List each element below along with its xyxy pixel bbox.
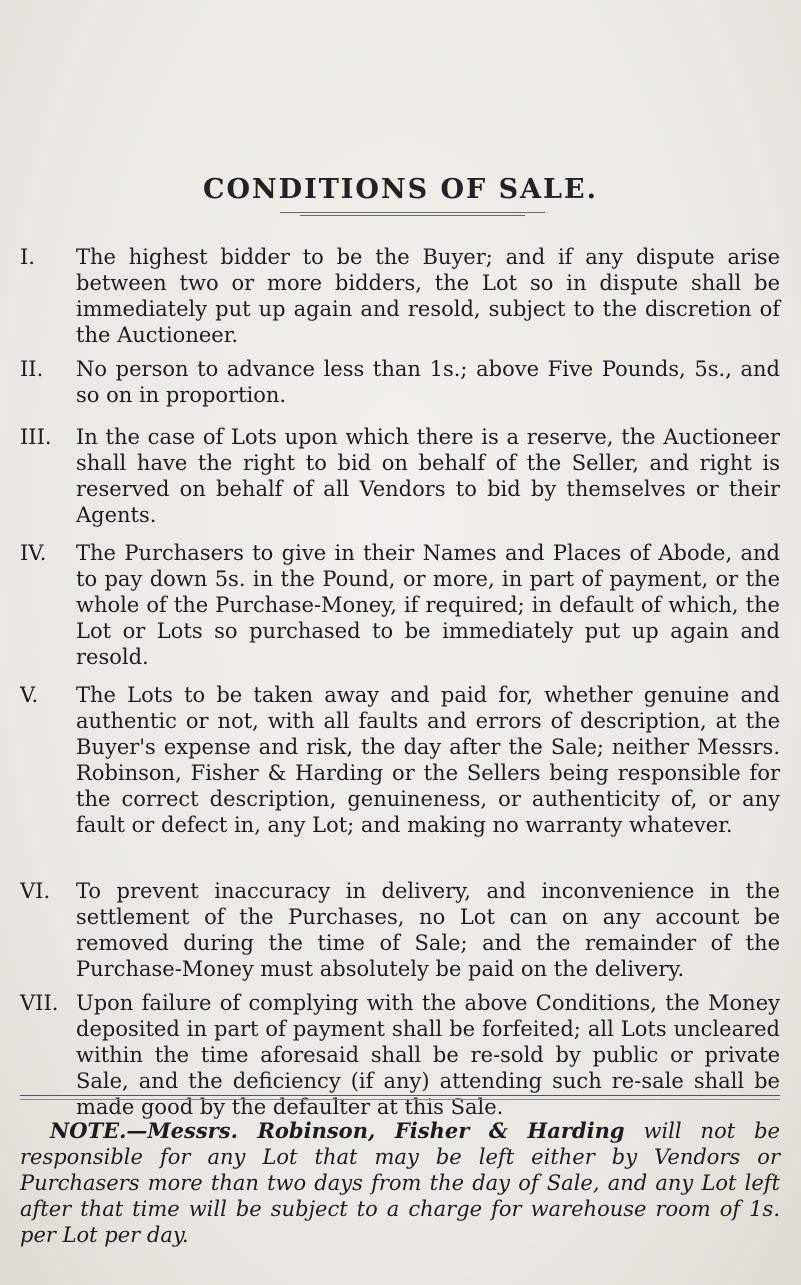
condition-5 (20, 682, 780, 838)
note-separator (20, 1095, 780, 1096)
condition-text: The Lots to be taken away and paid for, whether genuine and authentic or not, with all faults and errors of description, at the Buyer's expense and risk, the day after the Sale; neither Messrs. Robinson, Fisher & Harding or the Sellers being responsible for the correct description, genuineness, or authenticity of, or any fault or defect in, any Lot; and making no warranty whatever. (76, 683, 780, 837)
condition-3 (20, 424, 780, 528)
page-title: CONDITIONS OF SALE. (202, 174, 599, 205)
condition-6 (20, 878, 780, 982)
condition-7 (20, 990, 780, 1120)
condition-number: VII. (20, 991, 59, 1015)
condition-number: II. (20, 357, 44, 381)
title-rule-lower (300, 215, 525, 216)
condition-number: III. (20, 425, 52, 449)
condition-number: V. (20, 683, 39, 707)
condition-text: To prevent inaccuracy in delivery, and inconvenience in the settlement of the Purchases, no Lot can on any account be removed during the time of Sale; and the remainder of the Purchase-Money must absolutely be paid on the delivery. (76, 879, 780, 981)
condition-text: In the case of Lots upon which there is a reserve, the Auctioneer shall have the right to bid on behalf of the Seller, and right is reserved on behalf of all Vendors to bid by themselves or their Agents. (76, 425, 780, 527)
condition-number: IV. (20, 541, 47, 565)
note-text: will not be responsible for any Lot that may be left either by Vendors or Purchasers more than two days from the day of Sale, and any Lot left after that time will be subject to a charge for warehouse room of 1s. per Lot per day. (20, 1119, 780, 1247)
title-rule-upper (280, 212, 545, 213)
condition-4 (20, 540, 780, 670)
condition-number: VI. (20, 879, 51, 903)
condition-text: No person to advance less than 1s.; above Five Pounds, 5s., and so on in proportion. (76, 357, 780, 407)
condition-text: The Purchasers to give in their Names and Places of Abode, and to pay down 5s. in the Pound, or more, in part of payment, or the whole of the Purchase-Money, if required; in default of which, the Lot or Lots so purchased to be immediately put up again and resold. (76, 541, 780, 669)
condition-text: The highest bidder to be the Buyer; and if any dispute arise between two or more bidders, the Lot so in dispute shall be immediately put up again and resold, subject to the discretion of the Auctioneer. (76, 245, 780, 347)
warehouse-note (20, 1118, 780, 1248)
condition-2 (20, 356, 780, 408)
condition-text: Upon failure of complying with the above Conditions, the Money deposited in part of payment shall be forfeited; all Lots uncleared within the time aforesaid shall be re-sold by public or private Sale, and the deficiency (if any) attending such re-sale shall be made good by the defaulter at this Sale. (76, 991, 780, 1119)
note-lead: NOTE.—Messrs. Robinson, Fisher & Harding (50, 1118, 625, 1143)
condition-1 (20, 244, 780, 348)
condition-number: I. (20, 245, 35, 269)
note-separator-lower (20, 1099, 780, 1100)
